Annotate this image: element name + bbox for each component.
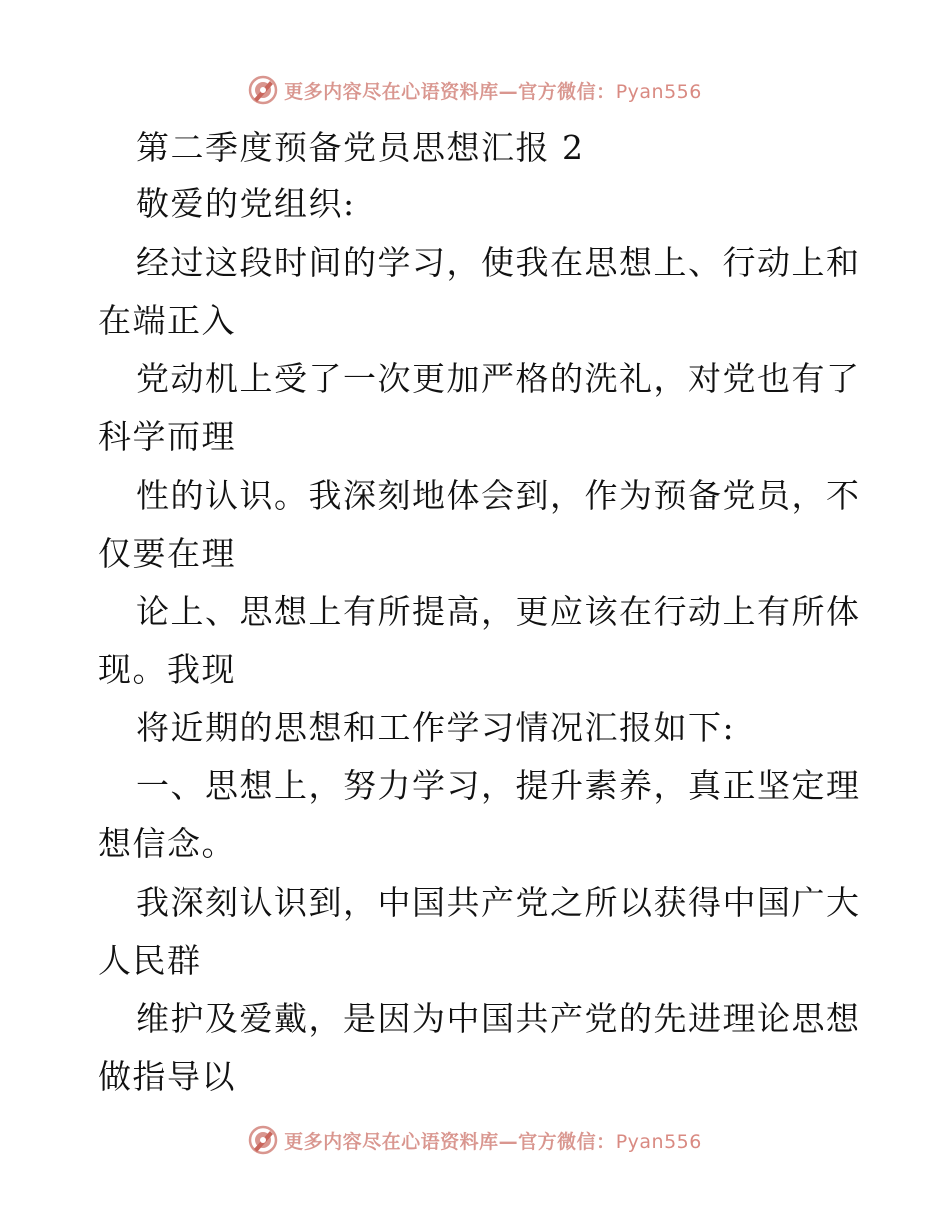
section-heading: 一、思想上，努力学习，提升素养，真正坚定理: [136, 766, 861, 805]
paragraph-line: 在端正入: [98, 301, 236, 340]
paragraph-line: 经过这段时间的学习，使我在思想上、行动上和: [136, 243, 861, 282]
paragraph-line: 维护及爱戴，是因为中国共产党的先进理论思想: [136, 999, 861, 1038]
paragraph-line: 现。我现: [98, 650, 236, 689]
pen-logo-icon: [248, 1125, 278, 1155]
paragraph-line: 仅要在理: [98, 534, 236, 573]
paragraph-line: 做指导以: [98, 1057, 236, 1096]
section-heading-cont: 想信念。: [98, 824, 236, 863]
paragraph-line: 论上、思想上有所提高，更应该在行动上有所体: [136, 592, 861, 631]
paragraph-line: 性的认识。我深刻地体会到，作为预备党员，不: [136, 476, 861, 515]
salutation: 敬爱的党组织:: [136, 184, 356, 223]
paragraph-line: 科学而理: [98, 417, 236, 456]
header-watermark: [0, 70, 950, 110]
document-title: 第二季度预备党员思想汇报 2: [136, 128, 585, 167]
paragraph-line: 党动机上受了一次更加严格的洗礼，对党也有了: [136, 359, 861, 398]
footer-watermark: [0, 1120, 950, 1160]
paragraph-line: 人民群: [98, 941, 202, 980]
paragraph-line: 我深刻认识到，中国共产党之所以获得中国广大: [136, 883, 861, 922]
pen-logo-icon: [248, 75, 278, 105]
watermark-text: 更多内容尽在心语资料库—官方微信：Pyan556: [284, 1130, 702, 1153]
paragraph-line: 将近期的思想和工作学习情况汇报如下:: [136, 708, 736, 747]
watermark-text: 更多内容尽在心语资料库—官方微信：Pyan556: [284, 80, 702, 103]
